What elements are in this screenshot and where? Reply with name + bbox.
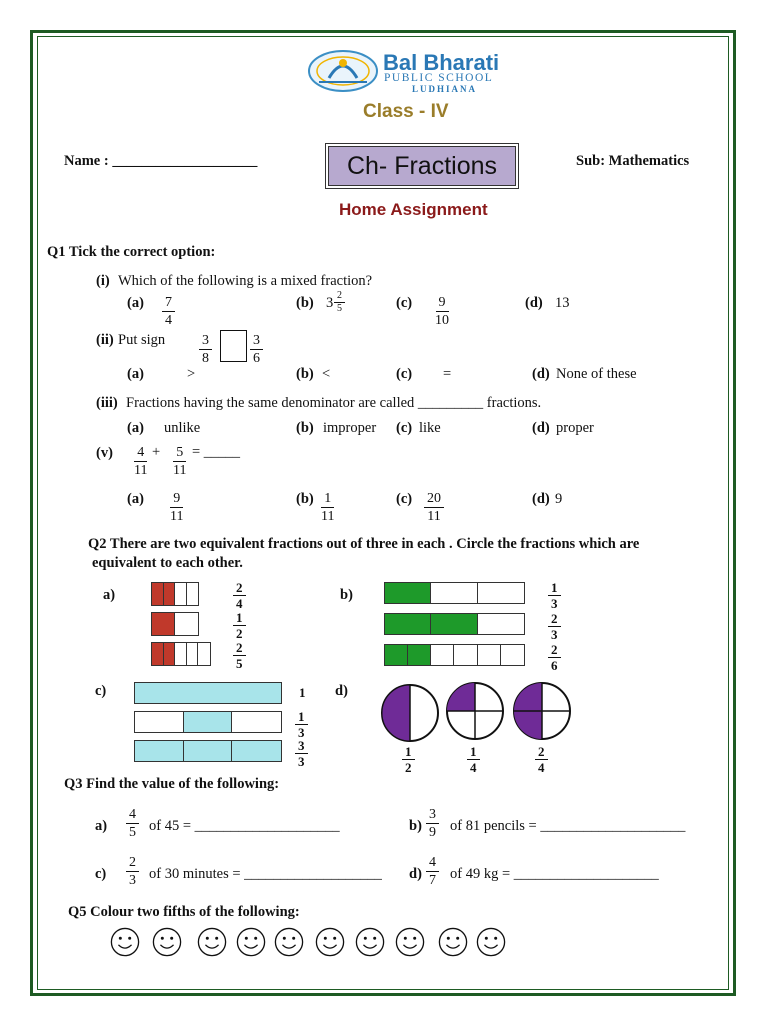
q1-i-c-fraction: $\frac{9}{10}$: [435, 295, 449, 328]
q1-iii-b-value: improper: [323, 420, 377, 436]
q2-d-fraction-3: $\frac{2}{4}$: [535, 744, 548, 775]
smiley-face-icon[interactable]: [476, 927, 506, 957]
q3-heading: Q3 Find the value of the following:: [64, 776, 280, 792]
smiley-face-icon[interactable]: [110, 927, 140, 957]
q2-d-circle-half: [378, 681, 442, 745]
q2-b-fraction-1: $\frac{1}{3}$: [548, 580, 561, 611]
chapter-title: Ch- Fractions: [346, 152, 498, 180]
q1-v-a-fraction: $\frac{9}{11}$: [170, 491, 184, 524]
q2-d-circle-two-quarters: [510, 679, 574, 743]
q2-heading-line2: equivalent to each other.: [92, 555, 243, 571]
q1-ii-d-label: (d): [532, 366, 550, 382]
q1-iii-a-label: (a): [127, 420, 144, 436]
q3-c-fraction: $\frac{2}{3}$: [126, 854, 139, 889]
q1-v-a-label: (a): [127, 491, 144, 507]
q2-a-bar-2: [151, 612, 199, 636]
q1-iii-d-label: (d): [532, 420, 550, 436]
q1-i-d-value: 13: [555, 295, 570, 311]
q3-c-text: of 30 minutes = ___________________: [149, 866, 382, 882]
q1-i-b-whole: 3: [326, 295, 334, 311]
q1-i-b-label: (b): [296, 295, 314, 311]
school-name: Bal Bharati: [383, 50, 500, 75]
q2-c-bar-3: [134, 740, 282, 762]
q2-a-label: a): [103, 587, 116, 603]
q1-v-b-label: (b): [296, 491, 314, 507]
q3-a-label: a): [95, 818, 108, 834]
q1-v-d-value: 9: [555, 491, 563, 507]
q2-heading-line1: Q2 There are two equivalent fractions out of three in each . Circle the fractions which are: [88, 536, 640, 552]
q2-d-fraction-2: $\frac{1}{4}$: [467, 744, 480, 775]
q2-d-fraction-1: $\frac{1}{2}$: [402, 744, 415, 775]
q2-b-fraction-2: $\frac{2}{3}$: [548, 611, 561, 642]
smiley-face-icon[interactable]: [315, 927, 345, 957]
q1-v-fraction-1: $\frac{4}{11}$: [134, 445, 148, 478]
smiley-face-icon[interactable]: [355, 927, 385, 957]
q1-i-a-fraction: $\frac{7}{4}$: [162, 294, 175, 329]
q2-d-label: d): [335, 683, 348, 699]
q1-ii-a-label: (a): [127, 366, 144, 382]
q1-iii-c-label: (c): [396, 420, 413, 436]
q1-iii-a-value: unlike: [164, 420, 201, 436]
q2-a-bar-1: [151, 582, 199, 606]
q1-iii-b-label: (b): [296, 420, 314, 436]
q1-ii-c-label: (c): [396, 366, 413, 382]
q1-ii-roman: (ii): [96, 332, 114, 348]
q2-c-fraction-1: $\frac{1}{3}$: [295, 709, 308, 740]
q2-b-bar-1: [384, 582, 525, 604]
q1-iii-c-value: like: [419, 420, 441, 436]
q3-d-text: of 49 kg = ____________________: [450, 866, 659, 882]
q1-i-question: Which of the following is a mixed fraction?: [118, 273, 373, 289]
q1-heading: Q1 Tick the correct option:: [47, 244, 216, 260]
smiley-face-icon[interactable]: [395, 927, 425, 957]
q3-b-text: of 81 pencils = ____________________: [450, 818, 686, 834]
smiley-face-icon[interactable]: [152, 927, 182, 957]
q1-v-b-fraction: $\frac{1}{11}$: [321, 491, 335, 524]
q1-i-roman: (i): [96, 273, 110, 289]
q2-c-label: c): [95, 683, 107, 699]
smiley-face-icon[interactable]: [274, 927, 304, 957]
sign-answer-box[interactable]: [220, 330, 247, 362]
q3-c-label: c): [95, 866, 107, 882]
smiley-face-icon[interactable]: [197, 927, 227, 957]
q1-v-c-fraction: $\frac{20}{11}$: [424, 490, 444, 525]
q1-ii-d-value: None of these: [556, 366, 637, 382]
q3-b-fraction: $\frac{3}{9}$: [426, 806, 439, 841]
q1-i-b-fraction: $\frac{2}{5}$: [334, 290, 345, 315]
q3-d-label: d): [409, 866, 422, 882]
q3-a-fraction: $\frac{4}{5}$: [126, 806, 139, 841]
q1-v-equals-blank: = _____: [192, 444, 241, 460]
q2-c-bar-2: [134, 711, 282, 733]
q2-a-fraction-2: $\frac{1}{2}$: [233, 610, 246, 641]
q3-a-text: of 45 = ____________________: [149, 818, 340, 834]
q2-a-bar-3: [151, 642, 211, 666]
q1-iii-question: Fractions having the same denominator are called _________ fractions.: [126, 395, 542, 411]
q1-v-roman: (v): [96, 445, 113, 461]
q1-i-c-label: (c): [396, 295, 413, 311]
q2-b-bar-2: [384, 613, 525, 635]
q1-ii-fraction-1: $\frac{3}{8}$: [199, 332, 212, 367]
q2-d-circle-quarter: [443, 679, 507, 743]
q1-i-a-label: (a): [127, 295, 144, 311]
q1-v-plus: +: [152, 444, 161, 460]
subject-label: Sub: Mathematics: [576, 153, 690, 169]
q1-ii-a-value: >: [187, 366, 196, 382]
q3-b-label: b): [409, 818, 422, 834]
q2-b-fraction-3: $\frac{2}{6}$: [548, 642, 561, 673]
q1-iii-roman: (iii): [96, 395, 118, 411]
q1-iii-d-value: proper: [556, 420, 594, 436]
q1-v-d-label: (d): [532, 491, 550, 507]
q2-b-bar-3: [384, 644, 525, 666]
q3-d-fraction: $\frac{4}{7}$: [426, 854, 439, 889]
q2-a-fraction-1: $\frac{2}{4}$: [233, 580, 246, 611]
q1-ii-b-value: <: [322, 366, 331, 382]
q1-i-d-label: (d): [525, 295, 543, 311]
school-line2: PUBLIC SCHOOL: [384, 72, 494, 84]
q2-c-bar-1: [134, 682, 282, 704]
smiley-face-icon[interactable]: [438, 927, 468, 957]
q1-v-fraction-2: $\frac{5}{11}$: [173, 445, 187, 478]
q1-ii-question: Put sign: [118, 332, 166, 348]
school-city: LUDHIANA: [412, 84, 478, 94]
q2-c-fraction-2: $\frac{3}{3}$: [295, 738, 308, 769]
q5-heading: Q5 Colour two fifths of the following:: [68, 904, 300, 920]
q1-ii-c-value: =: [443, 366, 452, 382]
q1-ii-fraction-2: $\frac{3}{6}$: [250, 332, 263, 367]
class-label: Class - IV: [363, 101, 449, 122]
q2-b-label: b): [340, 587, 353, 603]
q1-v-c-label: (c): [396, 491, 413, 507]
q1-ii-b-label: (b): [296, 366, 314, 382]
school-crest-icon: [305, 48, 381, 94]
q2-c-whole: 1: [299, 685, 306, 700]
chapter-title-box: [328, 146, 516, 186]
assignment-title: Home Assignment: [339, 200, 488, 219]
name-field-label: Name : ____________________: [64, 153, 258, 169]
smiley-face-icon[interactable]: [236, 927, 266, 957]
q2-a-fraction-3: $\frac{2}{5}$: [233, 640, 246, 671]
